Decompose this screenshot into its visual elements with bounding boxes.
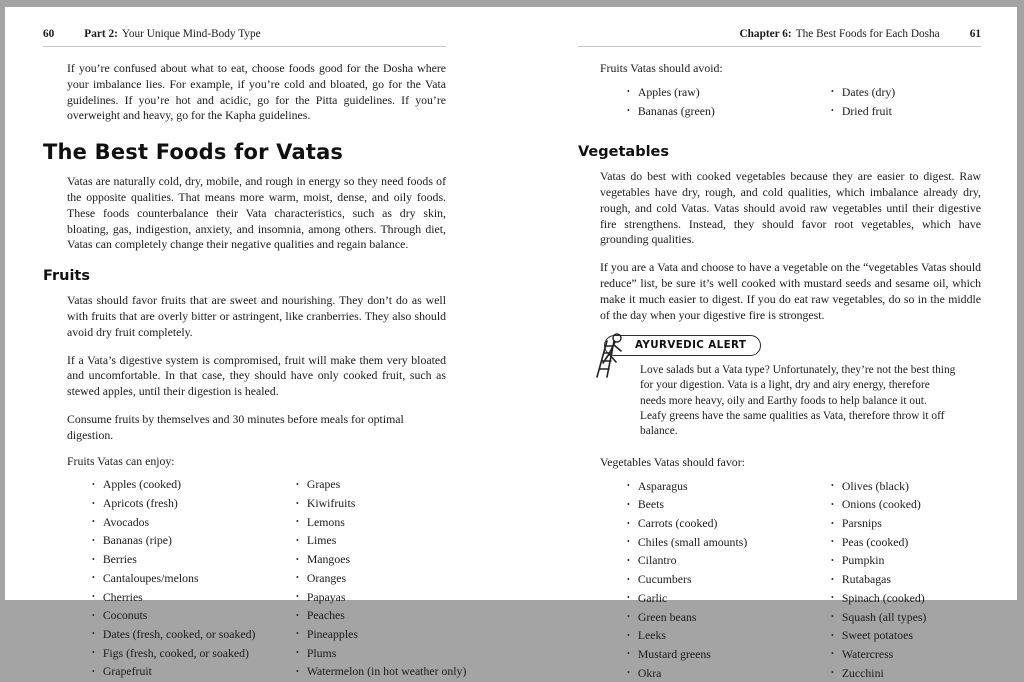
vegetables-paragraph-1: Vatas do best with cooked vegetables because they are easier to digest. Raw vegetables have dry, rough, and cold qualities, which imbalance already dry, rough, and cold Vatas. Vatas should avoid raw vegetables until their digestive fire strengthens. Instead, they should favor root vegetables, which have grounding qualities. <box>600 169 981 248</box>
left-part-label: Part 2: <box>84 28 118 40</box>
bullet-icon: • <box>92 495 95 513</box>
list-item-label: Bananas (green) <box>638 104 715 118</box>
list-item <box>296 531 466 550</box>
list-item-label: Apples (cooked) <box>103 477 181 491</box>
list-item <box>627 608 831 627</box>
list-item <box>627 551 831 570</box>
bullet-icon: • <box>627 627 630 645</box>
bullet-icon: • <box>296 569 299 587</box>
fruits-paragraph-1: Vatas should favor fruits that are sweet and nourishing. They don’t do as well with fruits that are overly bitter or astringent, like cranberries. They also should avoid dry fruit completely. <box>67 293 446 340</box>
bullet-icon: • <box>296 513 299 531</box>
list-item <box>627 533 831 552</box>
list-item-label: Mangoes <box>307 552 350 566</box>
vegetables-favor-list <box>627 477 981 682</box>
bullet-icon: • <box>627 477 630 495</box>
list-item <box>92 662 296 681</box>
alert-body-text: Love salads but a Vata type? Unfortunately, they’re not the best thing for your digestion. Vata is a light, dry and airy energy, therefore needs more heavy, oily and Earthy foods to help balance it out. Leafy greens have the same qualities as Vata, therefore throw it off balance. <box>640 363 956 438</box>
list-item <box>831 83 981 102</box>
list-item <box>831 495 981 514</box>
bullet-icon: • <box>92 663 95 681</box>
fruits-paragraph-3: Consume fruits by themselves and 30 minutes before meals for optimal digestion. <box>67 412 446 444</box>
bullet-icon: • <box>296 551 299 569</box>
fruits-avoid-list <box>627 83 981 120</box>
list-item <box>92 644 296 663</box>
bullet-icon: • <box>627 571 630 589</box>
bullet-icon: • <box>92 588 95 606</box>
right-chapter-title: The Best Foods for Each Dosha <box>796 28 940 40</box>
list-item-label: Squash (all types) <box>842 610 927 624</box>
fruits-enjoy-lead: Fruits Vatas can enjoy: <box>67 454 446 470</box>
bullet-icon: • <box>831 627 834 645</box>
list-item <box>296 625 466 644</box>
list-item <box>627 102 831 121</box>
list-item-label: Carrots (cooked) <box>638 516 718 530</box>
list-item <box>92 569 296 588</box>
bullet-icon: • <box>92 476 95 494</box>
bullet-icon: • <box>296 663 299 681</box>
bullet-icon: • <box>627 533 630 551</box>
list-item <box>92 531 296 550</box>
vegetables-paragraph-2: If you are a Vata and choose to have a vegetable on the “vegetables Vatas should reduce” list, be sure it’s well cooked with mustard seeds and sesame oil, which make it much easier to digest. If you do eat raw vegetables, do so in the middle of the day when your digestive fire is strongest. <box>600 260 981 323</box>
list-item <box>92 606 296 625</box>
list-item <box>296 513 466 532</box>
list-item-label: Zucchini <box>842 666 884 680</box>
list-item-label: Pumpkin <box>842 553 885 567</box>
right-chapter-label: Chapter 6: <box>739 28 791 40</box>
bullet-icon: • <box>831 102 834 120</box>
list-item <box>831 589 981 608</box>
list-item <box>92 625 296 644</box>
alert-label: AYURVEDIC ALERT <box>604 335 761 356</box>
list-item-label: Apples (raw) <box>638 85 700 99</box>
list-item <box>627 664 831 682</box>
list-item <box>296 662 466 681</box>
bullet-icon: • <box>831 589 834 607</box>
list-item-label: Garlic <box>638 591 667 605</box>
ayurvedic-alert-box <box>588 335 981 438</box>
bullet-icon: • <box>831 477 834 495</box>
bullet-icon: • <box>296 532 299 550</box>
list-item <box>831 626 981 645</box>
bullet-icon: • <box>296 476 299 494</box>
list-item <box>831 514 981 533</box>
list-item-label: Leeks <box>638 628 666 642</box>
list-item <box>296 588 466 607</box>
list-item-label: Green beans <box>638 610 697 624</box>
list-item <box>831 570 981 589</box>
list-item <box>627 495 831 514</box>
list-item-label: Peaches <box>307 608 345 622</box>
list-item-label: Plums <box>307 646 337 660</box>
list-item-label: Cilantro <box>638 553 677 567</box>
list-item <box>831 551 981 570</box>
bullet-icon: • <box>831 552 834 570</box>
bullet-icon: • <box>627 515 630 533</box>
intro-paragraph: If you’re confused about what to eat, choose foods good for the Dosha where your imbalance lies. For example, if you’re cold and bloated, go for the Vata guidelines. If you’re hot and acidic, go for the Pitta guidelines. If you’re overweight and heavy, go for the Kapha guidelines. <box>67 61 446 124</box>
fruits-avoid-lead: Fruits Vatas should avoid: <box>600 61 981 77</box>
list-item <box>296 494 466 513</box>
bullet-icon: • <box>831 515 834 533</box>
list-item-label: Watermelon (in hot weather only) <box>307 664 467 678</box>
bullet-icon: • <box>92 644 95 662</box>
bullet-icon: • <box>831 664 834 682</box>
list-item <box>831 477 981 496</box>
bullet-icon: • <box>92 569 95 587</box>
bullet-icon: • <box>296 588 299 606</box>
list-item-label: Figs (fresh, cooked, or soaked) <box>103 646 249 660</box>
bullet-icon: • <box>92 551 95 569</box>
fruits-heading: Fruits <box>43 268 446 284</box>
bullet-icon: • <box>296 625 299 643</box>
list-item <box>296 569 466 588</box>
list-item-label: Onions (cooked) <box>842 497 921 511</box>
list-item-label: Peas (cooked) <box>842 535 909 549</box>
list-item-label: Papayas <box>307 590 346 604</box>
fruits-paragraph-2: If a Vata’s digestive system is compromised, fruit will make them very bloated and uncomfortable. In that case, they should have only cooked fruit, such as stewed apples, until their digestion is healed. <box>67 353 446 400</box>
bullet-icon: • <box>627 496 630 514</box>
list-item-label: Mustard greens <box>638 647 711 661</box>
list-item-label: Apricots (fresh) <box>103 496 178 510</box>
bullet-icon: • <box>831 533 834 551</box>
list-item-label: Sweet potatoes <box>842 628 913 642</box>
list-item <box>92 550 296 569</box>
fruits-enjoy-column-2 <box>296 475 466 681</box>
list-item-label: Cucumbers <box>638 572 692 586</box>
bullet-icon: • <box>831 608 834 626</box>
list-item <box>296 644 466 663</box>
list-item <box>831 645 981 664</box>
chapter-section-title: The Best Foods for Vatas <box>43 140 446 164</box>
bullet-icon: • <box>831 571 834 589</box>
bullet-icon: • <box>92 513 95 531</box>
list-item-label: Spinach (cooked) <box>842 591 925 605</box>
vegetables-heading: Vegetables <box>578 144 981 160</box>
bullet-icon: • <box>627 589 630 607</box>
list-item-label: Cantaloupes/melons <box>103 571 199 585</box>
list-item <box>627 626 831 645</box>
list-item <box>627 589 831 608</box>
left-page-number: 60 <box>43 28 54 40</box>
list-item-label: Avocados <box>103 515 149 529</box>
fruits-avoid-column-1 <box>627 83 831 120</box>
list-item <box>92 588 296 607</box>
list-item-label: Grapefruit <box>103 664 152 678</box>
bullet-icon: • <box>831 645 834 663</box>
bullet-icon: • <box>296 607 299 625</box>
vegetables-favor-column-2 <box>831 477 981 682</box>
list-item <box>627 645 831 664</box>
list-item-label: Rutabagas <box>842 572 891 586</box>
list-item <box>296 550 466 569</box>
bullet-icon: • <box>627 83 630 101</box>
list-item-label: Lemons <box>307 515 345 529</box>
list-item <box>296 606 466 625</box>
list-item <box>831 608 981 627</box>
list-item-label: Berries <box>103 552 137 566</box>
bullet-icon: • <box>627 552 630 570</box>
list-item-label: Grapes <box>307 477 340 491</box>
list-item-label: Dates (dry) <box>842 85 895 99</box>
list-item-label: Kiwifruits <box>307 496 356 510</box>
list-item-label: Pineapples <box>307 627 358 641</box>
book-spread <box>5 7 1017 600</box>
vata-overview-paragraph: Vatas are naturally cold, dry, mobile, and rough in energy so they need foods of the opposite qualities. That means more warm, moist, dense, and oily foods. These foods counterbalance their Vata characteristics, such as dry skin, bloating, gas, indigestion, anxiety, and insomnia, among others. Through diet, Vatas can completely change their negative qualities and regain balance. <box>67 174 446 253</box>
list-item-label: Limes <box>307 533 337 547</box>
list-item-label: Cherries <box>103 590 143 604</box>
list-item-label: Oranges <box>307 571 346 585</box>
bullet-icon: • <box>92 532 95 550</box>
left-page <box>43 28 446 681</box>
list-item <box>627 477 831 496</box>
list-item-label: Coconuts <box>103 608 148 622</box>
bullet-icon: • <box>92 625 95 643</box>
list-item <box>831 102 981 121</box>
list-item-label: Bananas (ripe) <box>103 533 172 547</box>
list-item <box>627 514 831 533</box>
bullet-icon: • <box>296 495 299 513</box>
right-page <box>578 28 981 682</box>
list-item <box>296 475 466 494</box>
bullet-icon: • <box>627 608 630 626</box>
list-item-label: Dates (fresh, cooked, or soaked) <box>103 627 256 641</box>
list-item <box>92 513 296 532</box>
bullet-icon: • <box>627 645 630 663</box>
right-running-head <box>578 28 981 47</box>
list-item <box>92 475 296 494</box>
left-running-head <box>43 28 446 47</box>
fruits-avoid-column-2 <box>831 83 981 120</box>
list-item-label: Chiles (small amounts) <box>638 535 747 549</box>
list-item <box>831 664 981 682</box>
fruits-enjoy-column-1 <box>92 475 296 681</box>
list-item-label: Asparagus <box>638 479 688 493</box>
bullet-icon: • <box>296 644 299 662</box>
list-item-label: Beets <box>638 497 664 511</box>
left-part-title: Your Unique Mind-Body Type <box>122 28 261 40</box>
list-item <box>831 533 981 552</box>
ladder-fall-icon <box>590 332 628 384</box>
bullet-icon: • <box>627 664 630 682</box>
list-item <box>92 494 296 513</box>
bullet-icon: • <box>627 102 630 120</box>
list-item <box>627 570 831 589</box>
list-item <box>627 83 831 102</box>
list-item-label: Okra <box>638 666 662 680</box>
list-item-label: Parsnips <box>842 516 882 530</box>
list-item-label: Watercress <box>842 647 893 661</box>
list-item-label: Dried fruit <box>842 104 892 118</box>
bullet-icon: • <box>92 607 95 625</box>
right-page-number: 61 <box>970 28 981 40</box>
vegetables-favor-column-1 <box>627 477 831 682</box>
vegetables-favor-lead: Vegetables Vatas should favor: <box>600 455 981 471</box>
list-item-label: Olives (black) <box>842 479 909 493</box>
bullet-icon: • <box>831 83 834 101</box>
fruits-enjoy-list <box>92 475 446 681</box>
bullet-icon: • <box>831 496 834 514</box>
